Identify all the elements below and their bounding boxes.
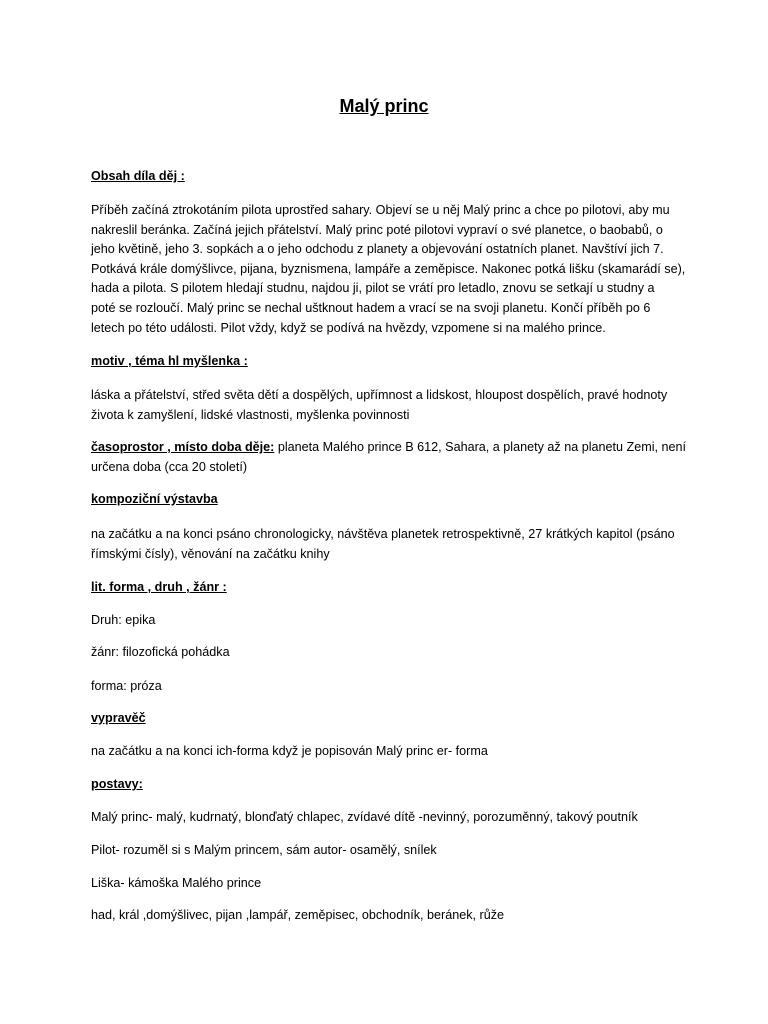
obsah-line: jeho květině, jeho 3. sopkách a o jeho odchodu z planety a objevování ostatních planet. Navštíví jich 7. bbox=[91, 242, 664, 257]
heading-kompozicni: kompoziční výstavba bbox=[91, 492, 218, 506]
obsah-line: hada a pilota. S pilotem hledají studnu, najdou ji, pilot se vrátí pro letadlo, znovu se setkají u studny a bbox=[91, 281, 655, 296]
section-postavy-heading bbox=[91, 775, 681, 795]
section-vypravec-heading bbox=[91, 709, 681, 729]
heading-lit: lit. forma , druh , žánr : bbox=[91, 580, 227, 594]
section-motiv-heading bbox=[91, 352, 681, 372]
casoprostor-line bbox=[91, 438, 687, 458]
kompozicni-line: římskými čísly), věnování na začátku knihy bbox=[91, 546, 330, 561]
casoprostor-line-2: určena doba (cca 20 století) bbox=[91, 459, 248, 474]
lit-forma: forma: próza bbox=[91, 679, 162, 693]
heading-postavy: postavy: bbox=[91, 777, 143, 791]
casoprostor-text: planeta Malého prince B 612, Sahara, a planety až na planetu Zemi, není bbox=[274, 440, 687, 454]
obsah-line: nakreslil beránka. Začíná jejich přátelství. Malý princ poté pilotovi vypraví o své planetce, o baobabů, o bbox=[91, 222, 663, 237]
heading-motiv: motiv , téma hl myšlenka : bbox=[91, 354, 248, 368]
section-obsah-heading bbox=[91, 167, 681, 187]
section-kompozicni-body bbox=[91, 525, 681, 564]
postavy-ostatni: had, král ,domýšlivec, pijan ,lampář, zeměpisec, obchodník, beránek, růže bbox=[91, 908, 504, 922]
section-lit-heading bbox=[91, 578, 681, 598]
obsah-line: poté se rozloučí. Malý princ se nechal uštknout hadem a vrací se na svoji planetu. Končí příběh po 6 bbox=[91, 300, 651, 315]
obsah-line: letech po této události. Pilot vždy, když se podívá na hvězdy, vzpomene si na malého prince. bbox=[91, 320, 606, 335]
section-motiv-body bbox=[91, 386, 681, 425]
document-title: Malý princ bbox=[339, 96, 429, 116]
kompozicni-line: na začátku a na konci psáno chronologicky, návštěva planetek retrospektivně, 27 krátkých kapitol (psáno bbox=[91, 527, 675, 541]
motiv-line: života k zamyšlení, lidské vlastnosti, myšlenka povinnosti bbox=[91, 407, 410, 422]
obsah-line: Příběh začíná ztrokotáním pilota uprostřed sahary. Objeví se u něj Malý princ a chce po pilotovi, aby mu bbox=[91, 203, 670, 217]
obsah-line: Potkává krále domýšlivce, pijana, byznismena, lampáře a zeměpisce. Nakonec potká lišku (skamarádí se), bbox=[91, 261, 686, 276]
section-casoprostor bbox=[91, 438, 687, 477]
postava-pilot: Pilot- rozuměl si s Malým princem, sám autor- osamělý, snílek bbox=[91, 843, 437, 857]
heading-casoprostor: časoprostor , místo doba děje: bbox=[91, 440, 275, 454]
motiv-line: láska a přátelství, střed světa dětí a dospělých, upřímnost a lidskost, hloupost dospělích, pravé hodnoty bbox=[91, 388, 668, 402]
section-obsah-body bbox=[91, 201, 686, 338]
postava-liska: Liška- kámoška Malého prince bbox=[91, 876, 262, 890]
postava-maly-princ: Malý princ- malý, kudrnatý, blonďatý chlapec, zvídavé dítě -nevinný, porozuměnný, takový poutník bbox=[91, 810, 638, 824]
heading-obsah: Obsah díla děj : bbox=[91, 169, 185, 183]
lit-zanr: žánr: filozofická pohádka bbox=[91, 645, 230, 659]
vypravec-text: na začátku a na konci ich-forma když je popisován Malý princ er- forma bbox=[91, 744, 488, 758]
heading-vypravec: vypravěč bbox=[91, 711, 146, 725]
lit-druh: Druh: epika bbox=[91, 613, 156, 627]
section-kompozicni-heading bbox=[91, 490, 681, 510]
